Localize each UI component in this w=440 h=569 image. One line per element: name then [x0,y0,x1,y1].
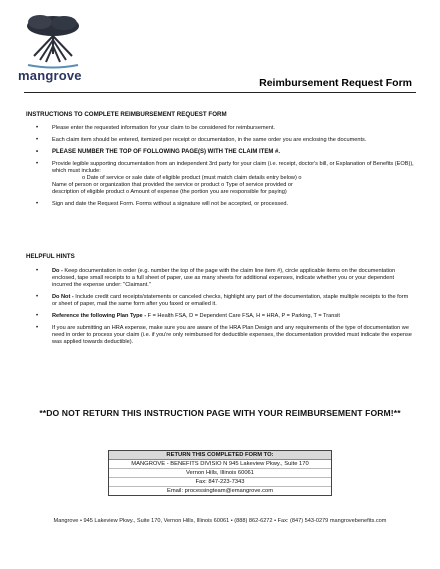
page-footer: Mangrove • 945 Lakeview Pkwy., Suite 170, Vernon Hills, Illinois 60061 • (888) 862-6272 • Fax: (847) 543-0279 mangrovebenefits.com [53,518,387,524]
doc-requirement: Name of person or organization that provided the service or product o Type of service provided or [52,182,293,188]
list-item: • Sign and date the Request Form. Forms without a signature will not be accepted, or processed. [36,201,288,207]
do-not-return-warning: **DO NOT RETURN THIS INSTRUCTION PAGE WITH YOUR REIMBURSEMENT FORM!** [39,408,401,418]
return-address-line: MANGROVE - BENEFITS DIVISIO N 945 Lakeview Pkwy., Suite 170 [109,460,331,469]
brand-wordmark: mangrove [18,68,82,83]
list-item: • Reference the following Plan Type - F = Health FSA, D = Dependent Care FSA, H = HRA, P = Parking, T = Transit [36,313,340,319]
return-address-box [108,450,332,496]
hints-heading: HELPFUL HINTS [26,253,75,260]
page-title: Reimbursement Request Form [259,77,412,89]
list-item: • Do - Keep documentation in order (e.g. number the top of the page with the claim line item #), circle applicable items on the documentation enclosed, tape small receipts to a full sheet of paper, use as many sheets for additional expenses, indicate whether you or your dependent incurred the expense under: "Claimant." [36,268,396,288]
return-email: Email: processingteam@emangrove.com [166,488,274,494]
list-item: • PLEASE NUMBER THE TOP OF FOLLOWING PAGE(S) WITH THE CLAIM ITEM #. [36,149,280,155]
hints-list [26,268,414,351]
return-heading: RETURN THIS COMPLETED FORM TO: [109,451,331,460]
instructions-list [26,125,414,213]
doc-requirement: o Date of service or sale date of eligible product (must match claim details entry below) o [82,175,302,181]
doc-requirement: description of eligible product o Amount of expense (the portion you are responsible for paying) [52,189,287,195]
list-item: • Do Not - Include credit card receipts/statements or canceled checks, highlight any part of the documentation, staple multiple receipts to the form or sheet of paper, mail the same form after you faxed or emailed it. [36,294,409,307]
list-item: • If you are submitting an HRA expense, make sure you are aware of the HRA Plan Design and any requirements of the type of documentation we need in order to process your claim (i.e. if you're only reimbursed for deductible expenses, the documentation provided must indicate the expense was applied towards deductible). [36,325,412,345]
list-item: • Please enter the requested information for your claim to be considered for reimbursement. [36,125,275,131]
list-item: • Each claim item should be entered, itemized per receipt or documentation, in the same order you are enclosing the documents. [36,137,367,143]
instructions-heading: INSTRUCTIONS TO COMPLETE REIMBURSEMENT REQUEST FORM [26,111,227,118]
return-city-line: Vernon Hills, Illinois 60061 [109,469,331,478]
return-fax: Fax: 847-223-7343 [109,478,331,487]
header-divider [24,92,416,93]
list-item: • Provide legible supporting documentation from an independent 3rd party for your claim (i.e. receipt, doctor's bill, or Explanation of Benefits (EOB)), which must include: o Date of service or sale date of eligible product (must match claim details entry below) o Name of person or organization that provided the service or product o Type of service provided or description of eligible product o Amount of expense (the portion you are responsible for paying) [36,161,414,195]
